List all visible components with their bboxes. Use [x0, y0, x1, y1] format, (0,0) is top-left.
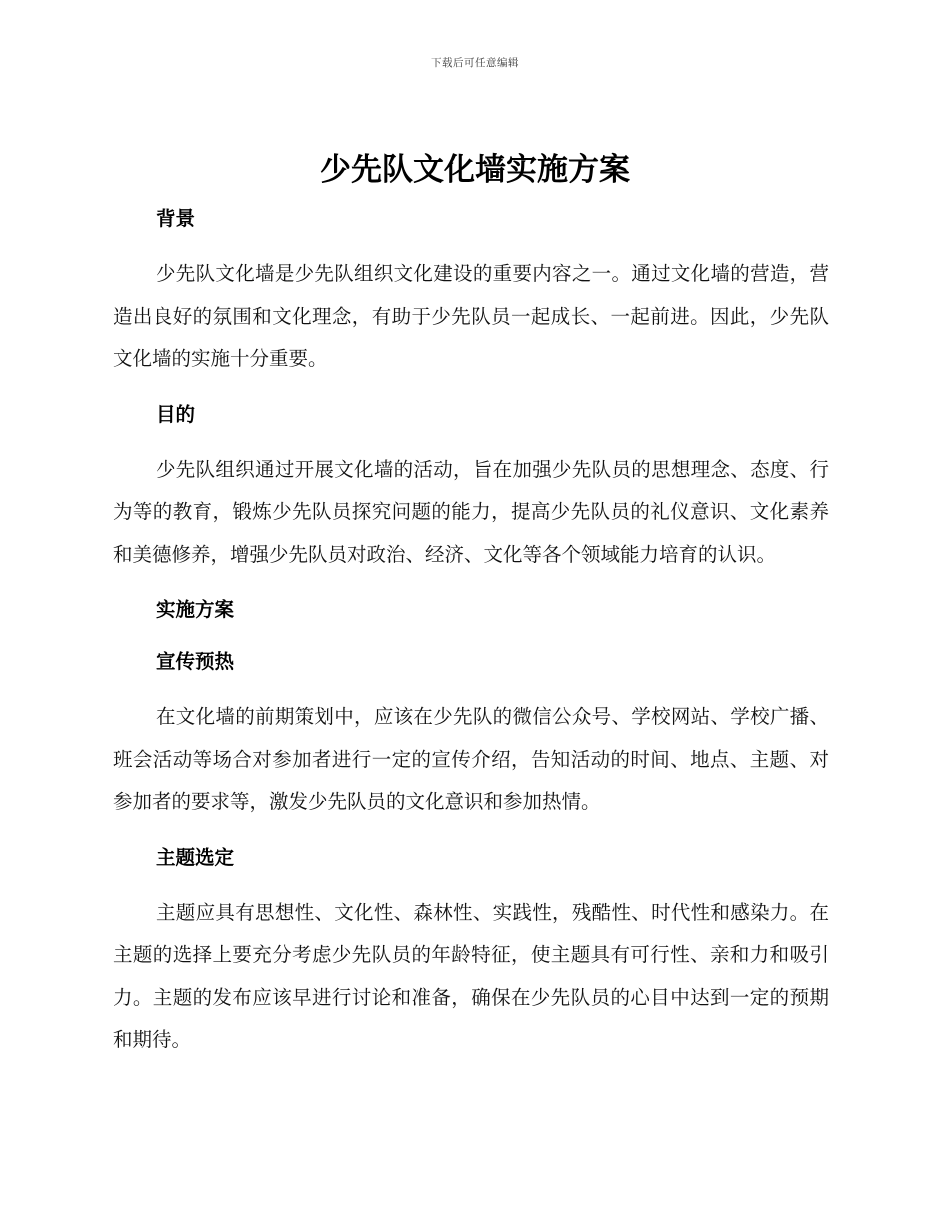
- section-heading-promotion: 宣传预热: [156, 650, 235, 673]
- document-body: [113, 198, 829, 1062]
- section-heading-purpose: 目的: [156, 402, 196, 426]
- section-heading-implementation: 实施方案: [156, 598, 235, 621]
- document-title: 少先队文化墙实施方案: [320, 152, 630, 188]
- section-paragraph-background: 少先队文化墙是少先队组织文化建设的重要内容之一。通过文化墙的营造，营造出良好的氛围和文化理念，有助于少先队员一起成长、一起前进。因此，少先队文化墙的实施十分重要。: [113, 262, 829, 370]
- section-heading-theme: 主题选定: [156, 845, 235, 869]
- header-note: 下载后可任意编辑: [431, 57, 519, 69]
- section-paragraph-purpose: 少先队组织通过开展文化墙的活动，旨在加强少先队员的思想理念、态度、行为等的教育，锻炼少先队员探究问题的能力，提高少先队员的礼仪意识、文化素养和美德修养，增强少先队员对政治、经济、文化等各个领域能力培育的认识。: [113, 457, 829, 566]
- section-heading-background: 背景: [156, 207, 196, 230]
- section-paragraph-promotion: 在文化墙的前期策划中，应该在少先队的微信公众号、学校网站、学校广播、班会活动等场合对参加者进行一定的宣传介绍，告知活动的时间、地点、主题、对参加者的要求等，激发少先队员的文化意识和参加热情。: [113, 705, 829, 813]
- section-paragraph-theme: 主题应具有思想性、文化性、森林性、实践性，残酷性、时代性和感染力。在主题的选择上要充分考虑少先队员的年龄特征，使主题具有可行性、亲和力和吸引力。主题的发布应该早进行讨论和准备，确保在少先队员的心目中达到一定的预期和期待。: [113, 900, 829, 1051]
